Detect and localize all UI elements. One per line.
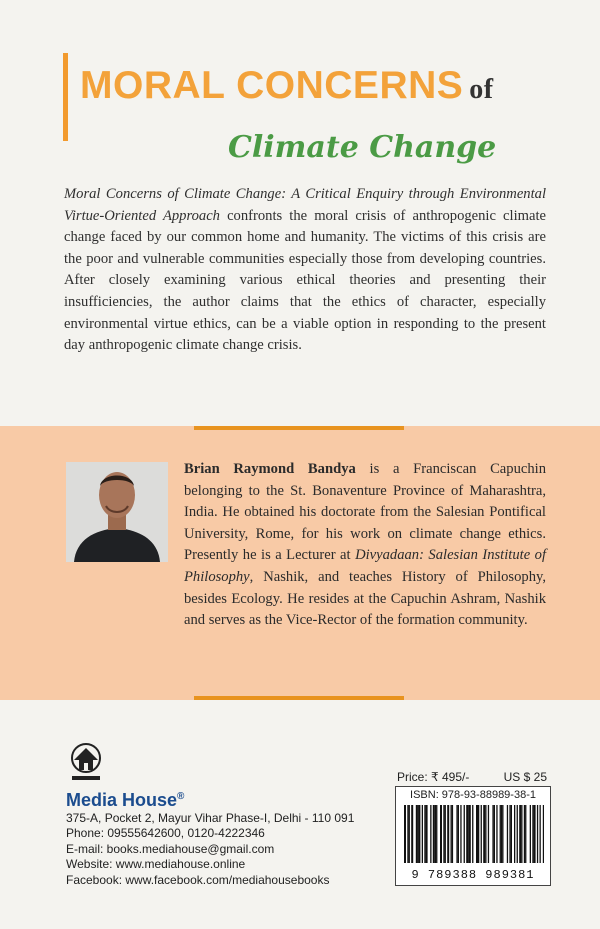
barcode-bar [532, 805, 533, 863]
blurb-paragraph [64, 184, 546, 357]
barcode-bar [509, 805, 510, 863]
barcode-bar [426, 805, 428, 863]
barcode-bar [476, 805, 478, 863]
barcode-bar [530, 805, 531, 863]
barcode-bar [436, 805, 437, 863]
barcode-bar [481, 805, 482, 863]
publisher-email: E-mail: books.mediahouse@gmail.com [66, 841, 275, 856]
isbn-digits: 9 789388 989381 [411, 868, 535, 882]
publisher-facebook: Facebook: www.facebook.com/mediahousebooks [66, 872, 330, 887]
barcode-bar [501, 805, 502, 863]
divider-bottom [194, 696, 404, 700]
barcode-bar [466, 805, 467, 863]
publisher-reg-mark: ® [177, 791, 185, 802]
barcode-bar [496, 805, 497, 863]
price-row [397, 770, 547, 784]
author-name: Brian Raymond Bandya [184, 461, 356, 477]
barcode-bar [451, 805, 452, 863]
barcode-bar [430, 805, 431, 863]
barcode-bar [416, 805, 417, 863]
barcode-bar [472, 805, 473, 863]
barcode-bar [519, 805, 521, 863]
barcode-bar [488, 805, 489, 863]
book-subtitle: Climate Change [228, 130, 497, 165]
barcode-bar [411, 805, 413, 863]
barcode-bar [443, 805, 444, 863]
book-title [80, 64, 494, 108]
publisher-phone: Phone: 09555642600, 0120-4222346 [66, 826, 265, 841]
title-accent-bar [63, 53, 68, 141]
blurb-book-title: Moral Concerns of Climate Change: A Critical Enquiry through Environmental Virtue-Oriented Approach [64, 186, 546, 224]
barcode-bar [485, 805, 486, 863]
title-of: of [469, 74, 494, 105]
publisher-website: Website: www.mediahouse.online [66, 857, 246, 872]
author-photo [66, 462, 168, 562]
barcode-bar [409, 805, 410, 863]
author-bio-2: , Nashik, and teaches History of Philosophy, besides Ecology. He resides at the Capuchin Ashram, Nashik and serves as the Vice-Rector of the formation community. [184, 568, 546, 629]
isbn-label: ISBN: 978-93-88989-38-1 [410, 789, 536, 801]
divider-top [194, 426, 404, 430]
publisher-name-text: Media House [66, 790, 178, 810]
barcode-bar [537, 805, 538, 863]
barcode-bar [521, 805, 522, 863]
price-usd: US $ 25 [503, 770, 547, 784]
barcode-bar [447, 805, 449, 863]
barcode-bar [500, 805, 501, 863]
barcode-bar [525, 805, 526, 863]
publisher-name [66, 786, 354, 811]
title-main: MORAL CONCERNS [80, 64, 464, 107]
publisher-block [66, 786, 354, 888]
barcode-bar [404, 805, 406, 863]
barcode-bar [435, 805, 436, 863]
barcode-bar [440, 805, 442, 863]
barcode-bar [478, 805, 479, 863]
publisher-logo-icon [66, 740, 106, 784]
barcode-bars [402, 805, 544, 863]
barcode-bar [407, 805, 408, 863]
barcode-bar [517, 805, 518, 863]
barcode-bar [483, 805, 485, 863]
barcode-bar [452, 805, 453, 863]
barcode-bar [524, 805, 525, 863]
barcode-bar [543, 805, 544, 863]
barcode-bar [433, 805, 435, 863]
barcode-bar [502, 805, 503, 863]
isbn-barcode [395, 786, 551, 886]
barcode-bar [417, 805, 418, 863]
barcode-bar [492, 805, 493, 863]
barcode-bar [464, 805, 465, 863]
barcode-bar [458, 805, 459, 863]
barcode-bar [460, 805, 461, 863]
author-institute: Divyadaan: Salesian Institute of Philosophy [184, 547, 546, 585]
barcode-bar [469, 805, 471, 863]
barcode-bar [534, 805, 536, 863]
barcode-bar [424, 805, 425, 863]
barcode-bar [445, 805, 446, 863]
barcode-bar [468, 805, 469, 863]
barcode-bar [507, 805, 508, 863]
barcode-bar [422, 805, 423, 863]
author-bio-1: is a Franciscan Capuchin belonging to the St. Bonaventure Province of Maharashtra, India. He obtained his doctorate from the Salesian Pontifical University, Rome, for his work on climate change ethics. Presently he is a Lecturer at [184, 461, 547, 564]
blurb-text: confronts the moral crisis of anthropogenic climate change faced by our common home and humanity. The victims of this crisis are the poor and vulnerable communities especially those from developing countries. After closely examining various ethical theories and presenting their insufficiencies, the author claims that the ethics of character, especially environmental virtue ethics, can be a viable option in responding to the present day anthropogenic climate change crisis. [64, 207, 547, 354]
barcode-bar [494, 805, 495, 863]
barcode-bar [511, 805, 512, 863]
price-inr: Price: ₹ 495/- [397, 770, 470, 784]
barcode-bar [514, 805, 515, 863]
publisher-address: 375-A, Pocket 2, Mayur Vihar Phase-I, Delhi - 110 091 [66, 811, 355, 825]
barcode-bar [418, 805, 420, 863]
barcode-bar [540, 805, 541, 863]
author-bio-top [184, 459, 546, 632]
barcode-bar [456, 805, 457, 863]
